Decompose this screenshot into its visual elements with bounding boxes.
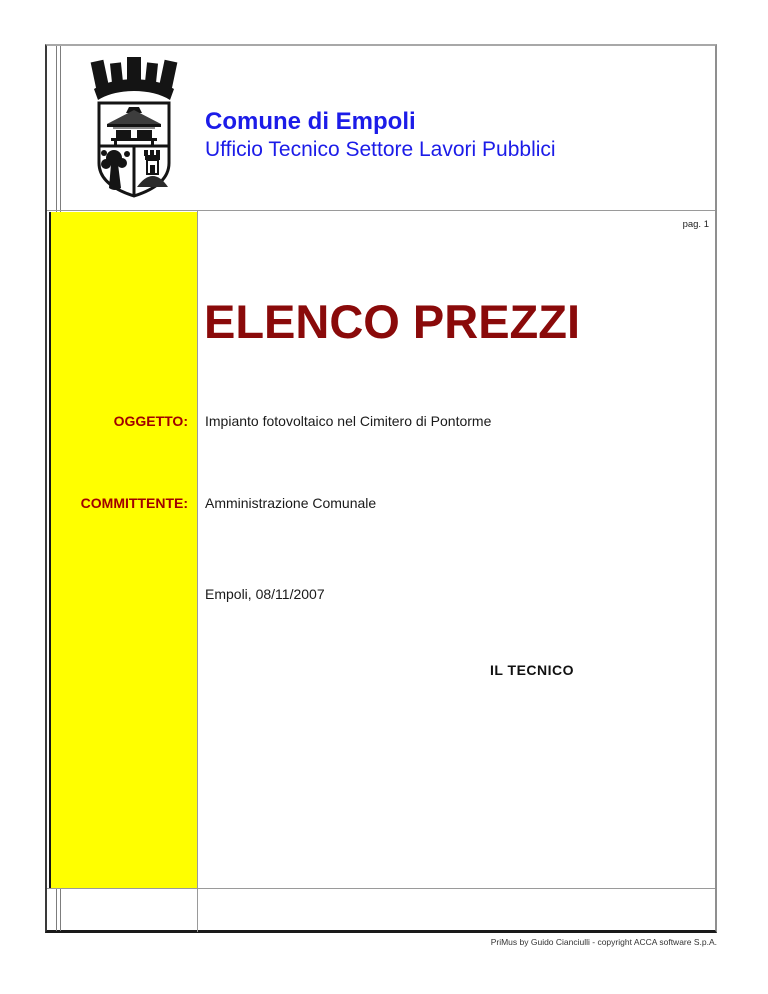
oggetto-label: OGGETTO: <box>113 413 188 429</box>
page-number: pag. 1 <box>682 219 709 230</box>
committente-label: COMMITTENTE: <box>80 495 188 511</box>
document-title: ELENCO PREZZI <box>204 295 581 348</box>
letterhead <box>205 106 675 163</box>
header-separator-line <box>47 210 715 211</box>
sidebar-accent-column <box>49 212 197 888</box>
org-name: Comune di Empoli <box>205 108 416 135</box>
content-column-divider <box>197 211 198 932</box>
footer-separator-line <box>47 888 715 889</box>
signature-title: IL TECNICO <box>489 662 575 678</box>
oggetto-value: Impianto fotovoltaico nel Cimitero di Pontorme <box>205 413 492 429</box>
software-credit: PriMus by Guido Cianciulli - copyright ACCA software S.p.A. <box>490 937 717 947</box>
empoli-coat-of-arms-icon <box>84 53 184 199</box>
committente-value: Amministrazione Comunale <box>205 495 377 511</box>
mural-crown <box>91 57 178 100</box>
place-date: Empoli, 08/11/2007 <box>205 586 325 602</box>
org-department: Ufficio Tecnico Settore Lavori Pubblici <box>205 138 556 161</box>
